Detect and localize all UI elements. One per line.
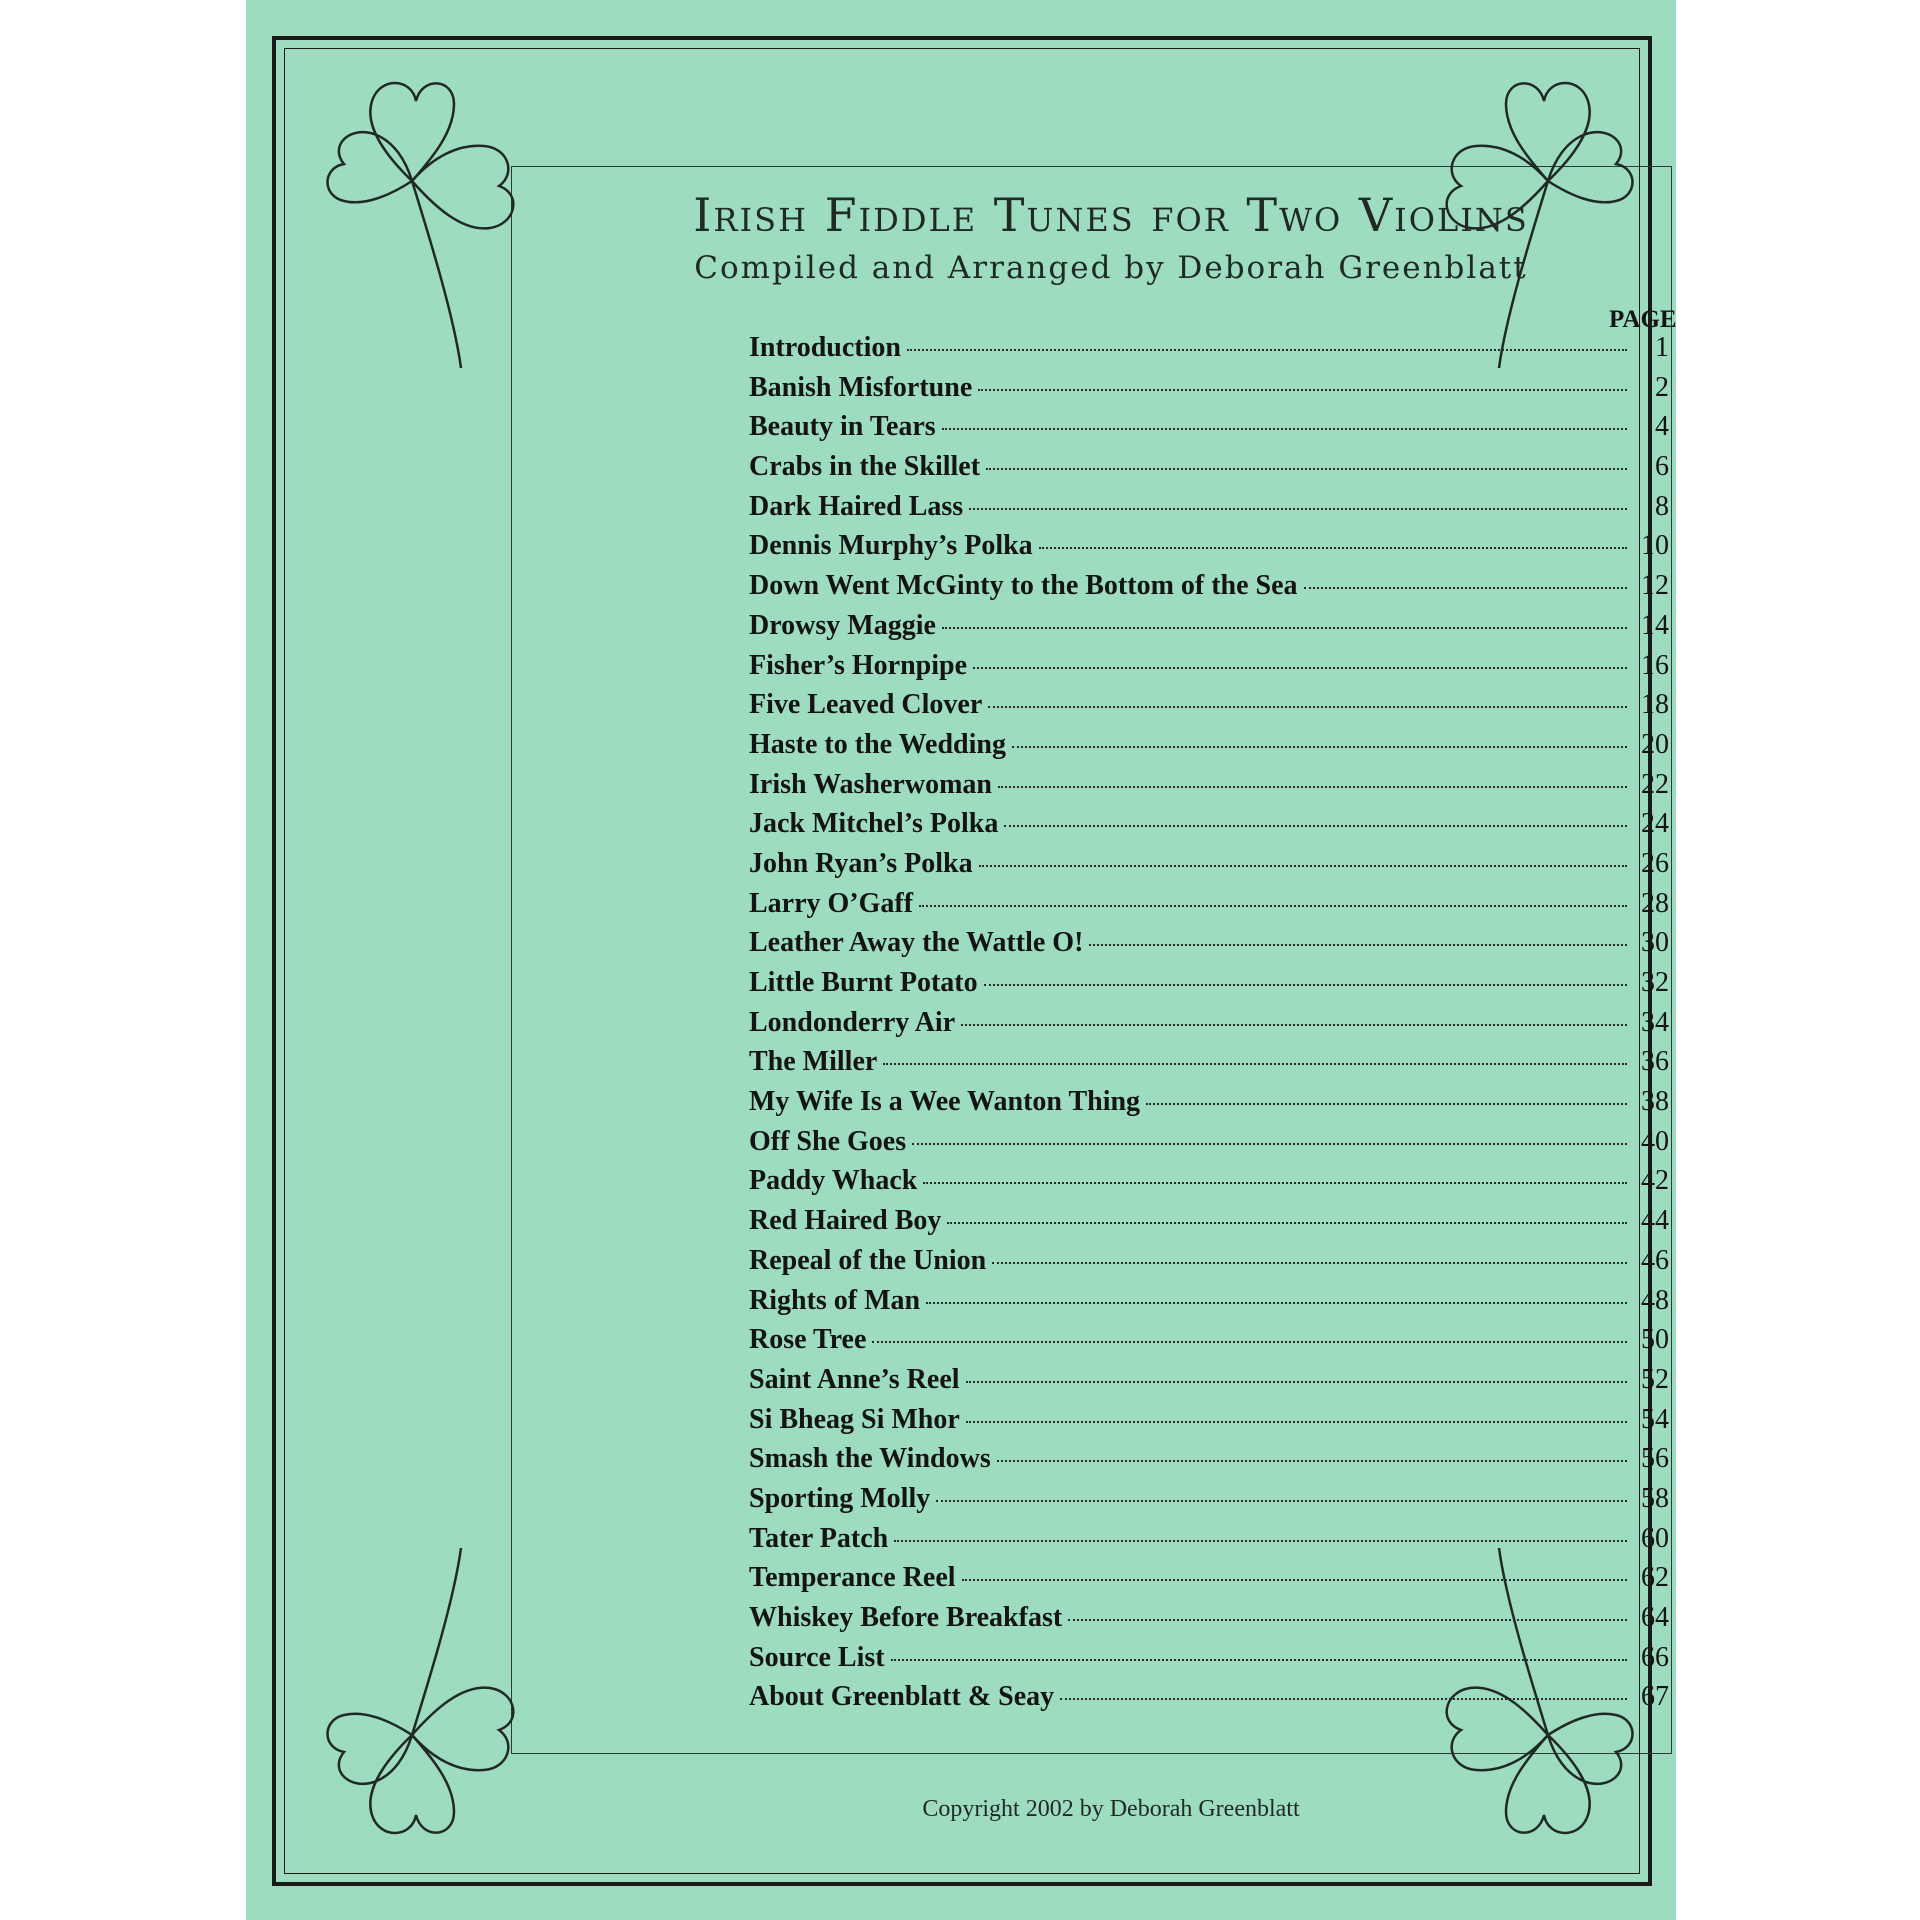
dot-leader [973, 667, 1627, 669]
toc-entry-page: 26 [1641, 847, 1669, 879]
dot-leader [872, 1341, 1627, 1343]
dot-leader [1012, 746, 1627, 748]
toc-entry-page: 56 [1641, 1443, 1669, 1475]
toc-entry-page: 12 [1641, 570, 1669, 602]
toc-entry [749, 1443, 1669, 1483]
toc-entry-page: 36 [1641, 1046, 1669, 1078]
toc-entry-title: Source List [749, 1641, 885, 1673]
toc-entry-page: 38 [1641, 1086, 1669, 1118]
dot-leader [984, 984, 1627, 986]
toc-entry-title: John Ryan’s Polka [749, 847, 973, 879]
dot-leader [961, 1024, 1627, 1026]
toc-entry-title: Si Bheag Si Mhor [749, 1403, 960, 1435]
toc-entry-title: Whiskey Before Breakfast [749, 1602, 1063, 1633]
toc-entry-title: Leather Away the Wattle O! [749, 927, 1084, 959]
toc-entry-title: Saint Anne’s Reel [749, 1363, 960, 1395]
toc-entry [749, 927, 1669, 967]
toc-entry-title: Tater Patch [749, 1522, 889, 1554]
toc-entry-title: Repeal of the Union [749, 1244, 987, 1276]
dot-leader [1146, 1103, 1627, 1105]
dot-leader [992, 1262, 1627, 1264]
dot-leader [942, 627, 1627, 629]
toc-entry-title: Introduction [749, 332, 901, 363]
toc-entry [749, 1562, 1669, 1602]
toc-entry-title: Dark Haired Lass [749, 490, 964, 522]
toc-entry-page: 48 [1641, 1284, 1669, 1316]
dot-leader [979, 865, 1627, 867]
toc-entry-title: Dennis Murphy’s Polka [749, 530, 1033, 562]
toc-entry-page: 18 [1641, 689, 1669, 721]
toc-entry-page: 58 [1641, 1482, 1669, 1514]
page-column-header: PAGE [1609, 306, 1677, 333]
dot-leader [936, 1500, 1627, 1502]
toc-entry [749, 689, 1669, 729]
toc-entry [749, 1046, 1669, 1086]
toc-entry-page: 28 [1641, 887, 1669, 919]
toc-entry-page: 24 [1641, 808, 1669, 840]
toc-entry [749, 1007, 1669, 1047]
toc-entry-title: Irish Washerwoman [749, 768, 992, 800]
toc-entry-page: 67 [1641, 1681, 1669, 1713]
toc-entry-title: Jack Mitchel’s Polka [749, 808, 999, 840]
toc-entry-page: 30 [1641, 927, 1669, 959]
toc-entry-page: 2 [1655, 371, 1669, 403]
toc-entry [749, 332, 1669, 372]
toc-entry-title: Rose Tree [749, 1324, 867, 1356]
dot-leader [1060, 1698, 1627, 1700]
toc-entry [749, 1404, 1669, 1444]
toc-entry-page: 42 [1641, 1165, 1669, 1197]
toc-entry-title: About Greenblatt & Seay [749, 1681, 1055, 1713]
toc-entry-title: Red Haired Boy [749, 1205, 942, 1237]
toc-entry-page: 10 [1641, 530, 1669, 562]
dot-leader [1068, 1619, 1627, 1621]
toc-entry [749, 1681, 1669, 1721]
toc-entry [749, 769, 1669, 809]
dot-leader [926, 1302, 1627, 1304]
toc-entry-page: 14 [1641, 609, 1669, 641]
toc-entry-title: Beauty in Tears [749, 411, 936, 443]
shamrock-icon [294, 56, 554, 376]
toc-entry [749, 1086, 1669, 1126]
dot-leader [947, 1222, 1627, 1224]
toc-entry-page: 22 [1641, 768, 1669, 800]
toc-entry-title: Haste to the Wedding [749, 728, 1006, 760]
toc-entry-title: Rights of Man [749, 1284, 921, 1316]
toc-entry [749, 967, 1669, 1007]
toc-entry [749, 1602, 1669, 1642]
toc-entry-title: Londonderry Air [749, 1006, 956, 1038]
toc-entry-title: Drowsy Maggie [749, 609, 936, 641]
dot-leader [986, 468, 1627, 470]
dot-leader [923, 1182, 1627, 1184]
toc-entry-page: 52 [1641, 1363, 1669, 1395]
dot-leader [894, 1540, 1627, 1542]
toc-entry-title: Off She Goes [749, 1125, 907, 1157]
toc-entry [749, 1126, 1669, 1166]
dot-leader [1089, 944, 1627, 946]
dot-leader [988, 706, 1627, 708]
toc-entry-title: Down Went McGinty to the Bottom of the Sea [749, 570, 1298, 602]
toc-entry [749, 372, 1669, 412]
toc-entry [749, 1324, 1669, 1364]
dot-leader [1004, 825, 1627, 827]
toc-entry [749, 848, 1669, 888]
toc-entry [749, 650, 1669, 690]
toc-entry-page: 40 [1641, 1125, 1669, 1157]
dot-leader [966, 1421, 1627, 1423]
toc-entry [749, 1285, 1669, 1325]
toc-entry [749, 570, 1669, 610]
toc-entry-page: 1 [1655, 332, 1669, 363]
toc-entry-title: Larry O’Gaff [749, 887, 914, 919]
table-of-contents [749, 332, 1669, 1721]
toc-entry [749, 729, 1669, 769]
toc-entry-page: 60 [1641, 1522, 1669, 1554]
dot-leader [919, 905, 1627, 907]
toc-entry-title: Paddy Whack [749, 1165, 918, 1197]
book-page [246, 0, 1676, 1920]
toc-entry-page: 50 [1641, 1324, 1669, 1356]
toc-entry [749, 451, 1669, 491]
dot-leader [883, 1063, 1627, 1065]
toc-entry-title: Crabs in the Skillet [749, 451, 981, 483]
toc-entry [749, 808, 1669, 848]
toc-entry [749, 1523, 1669, 1563]
dot-leader [969, 508, 1627, 510]
toc-entry-page: 32 [1641, 967, 1669, 998]
toc-entry-page: 4 [1655, 411, 1669, 443]
dot-leader [998, 786, 1627, 788]
dot-leader [997, 1460, 1627, 1462]
toc-entry [749, 491, 1669, 531]
toc-entry-title: Smash the Windows [749, 1443, 991, 1475]
toc-entry-title: My Wife Is a Wee Wanton Thing [749, 1086, 1141, 1118]
toc-entry [749, 610, 1669, 650]
toc-entry [749, 1364, 1669, 1404]
toc-entry-page: 54 [1641, 1403, 1669, 1435]
toc-entry-page: 44 [1641, 1205, 1669, 1237]
dot-leader [891, 1659, 1627, 1661]
dot-leader [912, 1143, 1627, 1145]
toc-entry [749, 530, 1669, 570]
toc-entry [749, 1165, 1669, 1205]
dot-leader [942, 428, 1627, 430]
toc-entry-page: 16 [1641, 649, 1669, 681]
toc-entry-title: Temperance Reel [749, 1562, 956, 1594]
dot-leader [978, 389, 1627, 391]
dot-leader [907, 349, 1627, 351]
toc-entry [749, 1642, 1669, 1682]
toc-entry-title: Five Leaved Clover [749, 689, 983, 721]
toc-entry [749, 411, 1669, 451]
toc-entry-page: 62 [1641, 1562, 1669, 1594]
toc-entry-page: 46 [1641, 1244, 1669, 1276]
toc-entry-page: 20 [1641, 728, 1669, 760]
shamrock-icon [294, 1540, 554, 1860]
toc-entry-page: 66 [1641, 1641, 1669, 1673]
book-subtitle: Compiled and Arranged by Deborah Greenblatt [694, 250, 1528, 286]
toc-entry-title: Sporting Molly [749, 1482, 931, 1514]
toc-entry [749, 888, 1669, 928]
dot-leader [1039, 547, 1627, 549]
dot-leader [1304, 587, 1627, 589]
toc-entry [749, 1245, 1669, 1285]
toc-entry-title: Banish Misfortune [749, 371, 973, 403]
copyright-notice: Copyright 2002 by Deborah Greenblatt [922, 1796, 1300, 1822]
dot-leader [962, 1579, 1627, 1581]
dot-leader [966, 1381, 1627, 1383]
toc-entry-title: Little Burnt Potato [749, 967, 978, 998]
toc-entry-page: 8 [1655, 490, 1669, 522]
toc-entry-page: 6 [1655, 451, 1669, 483]
toc-entry-page: 64 [1641, 1602, 1669, 1633]
toc-entry-title: The Miller [749, 1046, 878, 1078]
toc-entry [749, 1205, 1669, 1245]
book-title: Irish Fiddle Tunes for Two Violins [693, 188, 1529, 242]
toc-entry-title: Fisher’s Hornpipe [749, 649, 968, 681]
toc-entry [749, 1483, 1669, 1523]
toc-entry-page: 34 [1641, 1006, 1669, 1038]
